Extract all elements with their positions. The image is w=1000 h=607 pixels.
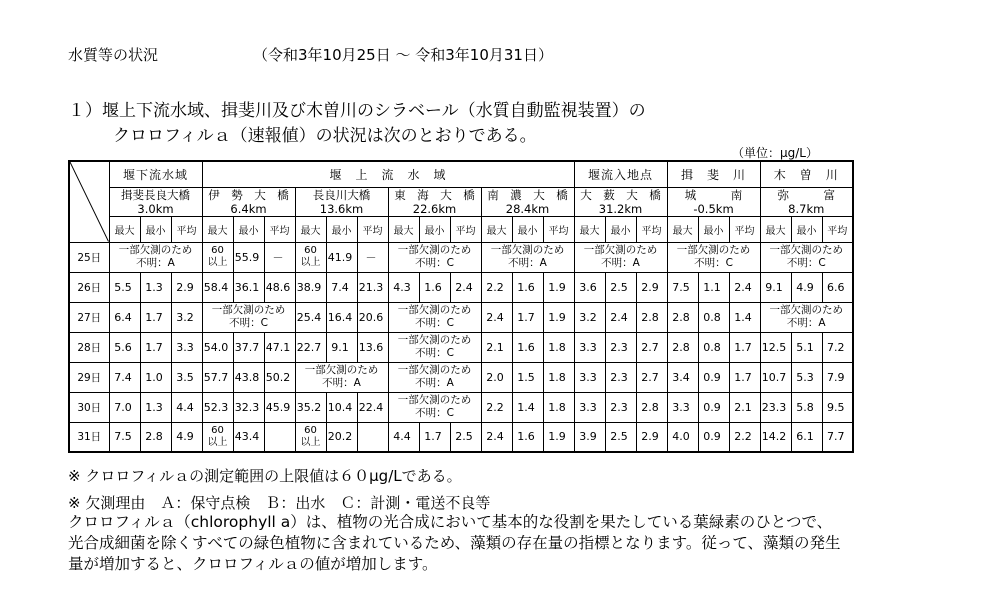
stat-avg: 平均 [450, 216, 481, 242]
value-cell [357, 422, 388, 452]
value-cell: 7.7 [822, 422, 853, 452]
stat-avg: 平均 [822, 216, 853, 242]
value-cell: 1.7 [512, 302, 543, 332]
value-cell: 3.4 [667, 362, 698, 392]
value-cell: 54.0 [202, 332, 233, 362]
over-limit-suffix: 以上 [300, 257, 321, 268]
group-downstream: 堰下流水域 [109, 161, 202, 187]
missing-text: 一部欠測のため [397, 394, 472, 406]
stat-max: 最大 [109, 216, 140, 242]
site-header [481, 187, 574, 216]
value-cell: 10.7 [760, 362, 791, 392]
over-limit-value: 60 [304, 424, 317, 436]
site-km: 13.6km [319, 201, 364, 216]
note-missing-reasons: ※ 欠測理由 Ａ：保守点検 Ｂ：出水 Ｃ：計測・電送不良等 [68, 494, 491, 512]
value-cell: 32.3 [233, 392, 264, 422]
site-header [109, 187, 202, 216]
missing-reason: 不明：A [508, 257, 547, 269]
value-cell: 2.2 [729, 422, 760, 452]
value-cell: 3.3 [171, 332, 202, 362]
site-name: 伊 勢 大 橋 [208, 187, 289, 202]
site-km: 3.0km [137, 201, 174, 216]
missing-reason: 不明：C [229, 317, 268, 329]
over-limit-cell [295, 422, 326, 452]
missing-cell [109, 242, 202, 272]
table-row [69, 302, 853, 332]
site-name: 東 海 大 橋 [394, 187, 475, 202]
unit-label: （単位：μg/L） [732, 146, 818, 160]
day-label: 28日 [69, 332, 109, 362]
value-cell: 14.2 [760, 422, 791, 452]
value-cell: 12.5 [760, 332, 791, 362]
site-km: 8.7km [788, 201, 825, 216]
over-limit-suffix: 以上 [207, 257, 228, 268]
value-cell: 2.9 [636, 422, 667, 452]
stat-avg: 平均 [171, 216, 202, 242]
missing-text: 一部欠測のため [397, 304, 472, 316]
stat-avg: 平均 [357, 216, 388, 242]
missing-cell [760, 302, 853, 332]
missing-text: 一部欠測のため [397, 364, 472, 376]
diagonal-line [70, 162, 109, 242]
site-km: 22.6km [412, 201, 457, 216]
value-cell: 3.2 [171, 302, 202, 332]
missing-reason: 不明：C [415, 317, 454, 329]
value-cell: 3.5 [171, 362, 202, 392]
value-cell: 36.1 [233, 272, 264, 302]
stat-min: 最小 [233, 216, 264, 242]
over-limit-suffix: 以上 [207, 436, 228, 448]
over-limit-value: 60 [211, 245, 224, 256]
missing-text: 一部欠測のため [583, 244, 658, 256]
table-row [69, 242, 853, 272]
value-cell: 1.9 [543, 422, 574, 452]
chlorophyll-table [68, 160, 854, 453]
value-cell: 7.0 [109, 392, 140, 422]
value-cell: 9.5 [822, 392, 853, 422]
value-cell: 2.4 [481, 302, 512, 332]
value-cell: 13.6 [357, 332, 388, 362]
missing-cell [481, 242, 574, 272]
stat-min: 最小 [326, 216, 357, 242]
value-cell: 3.3 [574, 362, 605, 392]
value-cell: 3.2 [574, 302, 605, 332]
missing-reason: 不明：C [694, 257, 733, 269]
missing-cell [388, 362, 481, 392]
value-cell: 6.1 [791, 422, 822, 452]
value-cell: 2.7 [636, 332, 667, 362]
value-cell: 2.3 [605, 332, 636, 362]
value-cell: 9.1 [760, 272, 791, 302]
site-km: 31.2km [598, 201, 643, 216]
value-cell: 16.4 [326, 302, 357, 332]
value-cell: 2.8 [636, 392, 667, 422]
missing-reason: 不明：A [415, 377, 454, 389]
value-cell: － [357, 242, 388, 272]
value-cell: 10.4 [326, 392, 357, 422]
day-label: 25日 [69, 242, 109, 272]
value-cell: 2.1 [729, 392, 760, 422]
value-cell: 7.5 [109, 422, 140, 452]
value-cell [264, 422, 295, 452]
over-limit-suffix: 以上 [300, 436, 321, 448]
missing-cell [388, 302, 481, 332]
stat-max: 最大 [667, 216, 698, 242]
value-cell: 3.3 [574, 392, 605, 422]
over-limit-cell [295, 242, 326, 272]
missing-reason: 不明：A [322, 377, 361, 389]
value-cell: 43.4 [233, 422, 264, 452]
value-cell: 48.6 [264, 272, 295, 302]
table-row [69, 392, 853, 422]
value-cell: 1.6 [512, 272, 543, 302]
value-cell: 1.6 [512, 422, 543, 452]
group-ibi: 揖 斐 川 [667, 161, 760, 187]
value-cell: 45.9 [264, 392, 295, 422]
missing-reason: 不明：A [786, 317, 826, 329]
over-limit-cell [202, 422, 233, 452]
missing-cell [388, 332, 481, 362]
value-cell: 5.3 [791, 362, 822, 392]
missing-reason: 不明：C [415, 347, 454, 359]
site-header [388, 187, 481, 216]
section-heading-line2: クロロフィルａ（速報値）の状況は次のとおりである。 [113, 126, 537, 146]
value-cell: － [264, 242, 295, 272]
site-header [202, 187, 295, 216]
value-cell: 20.6 [357, 302, 388, 332]
description-paragraph: クロロフィルａ（chlorophyll a）は、植物の光合成において基本的な役割を果たしている葉緑素のひとつで、光合成細菌を除くすべての緑色植物に含まれているため、藻類の存在量の指標となります。従って、藻類の発生量が増加すると、クロロフィルａの値が増加します。 [68, 513, 841, 573]
value-cell: 2.2 [481, 272, 512, 302]
section-heading-line1: １）堰上下流水域、揖斐川及び木曽川のシラベール（水質自動監視装置）の [68, 101, 646, 121]
value-cell: 5.5 [109, 272, 140, 302]
missing-reason: 不明：C [415, 257, 454, 269]
value-cell: 57.7 [202, 362, 233, 392]
value-cell: 1.5 [512, 362, 543, 392]
site-name: 南 濃 大 橋 [487, 187, 568, 202]
table-row [69, 422, 853, 452]
site-name: 大 薮 大 橋 [580, 187, 661, 202]
stat-avg: 平均 [636, 216, 667, 242]
missing-reason: 不明：C [786, 257, 826, 269]
value-cell: 1.7 [419, 422, 450, 452]
value-cell: 0.8 [698, 332, 729, 362]
value-cell: 2.8 [667, 332, 698, 362]
stat-max: 最大 [202, 216, 233, 242]
value-cell: 2.4 [481, 422, 512, 452]
value-cell: 6.6 [822, 272, 853, 302]
value-cell: 2.8 [636, 302, 667, 332]
value-cell: 5.8 [791, 392, 822, 422]
value-cell: 2.3 [605, 392, 636, 422]
value-cell: 20.2 [326, 422, 357, 452]
value-cell: 1.6 [419, 272, 450, 302]
value-cell: 7.9 [822, 362, 853, 392]
value-cell: 2.8 [667, 302, 698, 332]
missing-text: 一部欠測のため [304, 364, 379, 376]
site-name: 長良川大橋 [312, 187, 371, 202]
value-cell: 6.4 [109, 302, 140, 332]
page-title: 水質等の状況 [68, 46, 159, 64]
value-cell: 1.8 [543, 362, 574, 392]
stat-avg: 平均 [729, 216, 760, 242]
missing-cell [202, 302, 295, 332]
stat-header-row [69, 216, 853, 242]
value-cell: 2.5 [605, 422, 636, 452]
missing-text: 一部欠測のため [397, 244, 472, 256]
stat-max: 最大 [295, 216, 326, 242]
missing-text: 一部欠測のため [769, 244, 843, 256]
missing-text: 一部欠測のため [397, 334, 472, 346]
day-label: 26日 [69, 272, 109, 302]
site-header [295, 187, 388, 216]
missing-cell [295, 362, 388, 392]
day-label: 27日 [69, 302, 109, 332]
day-label: 30日 [69, 392, 109, 422]
value-cell: 1.4 [729, 302, 760, 332]
value-cell: 1.1 [698, 272, 729, 302]
value-cell: 1.8 [543, 332, 574, 362]
value-cell: 2.4 [729, 272, 760, 302]
missing-cell [667, 242, 760, 272]
value-cell: 0.9 [698, 362, 729, 392]
missing-reason: 不明：A [136, 257, 175, 269]
stat-max: 最大 [388, 216, 419, 242]
stat-max: 最大 [481, 216, 512, 242]
value-cell: 58.4 [202, 272, 233, 302]
site-km: -0.5km [693, 201, 734, 216]
over-limit-value: 60 [304, 245, 317, 256]
value-cell: 9.1 [326, 332, 357, 362]
value-cell: 2.1 [481, 332, 512, 362]
period-label: （令和3年10月25日 ～ 令和3年10月31日） [253, 46, 553, 64]
table-corner [69, 161, 109, 242]
value-cell: 1.7 [729, 332, 760, 362]
value-cell: 0.8 [698, 302, 729, 332]
table-row [69, 362, 853, 392]
over-limit-value: 60 [211, 424, 224, 436]
missing-text: 一部欠測のため [676, 244, 751, 256]
value-cell: 1.9 [543, 302, 574, 332]
value-cell: 1.3 [140, 272, 171, 302]
value-cell: 1.3 [140, 392, 171, 422]
value-cell: 1.6 [512, 332, 543, 362]
stat-min: 最小 [791, 216, 822, 242]
table-row [69, 272, 853, 302]
value-cell: 1.7 [140, 302, 171, 332]
missing-text: 一部欠測のため [769, 304, 843, 316]
value-cell: 4.4 [388, 422, 419, 452]
value-cell: 22.7 [295, 332, 326, 362]
site-header [667, 187, 760, 216]
value-cell: 22.4 [357, 392, 388, 422]
missing-cell [760, 242, 853, 272]
value-cell: 0.9 [698, 392, 729, 422]
value-cell: 3.3 [574, 332, 605, 362]
stat-min: 最小 [140, 216, 171, 242]
stat-min: 最小 [605, 216, 636, 242]
value-cell: 0.9 [698, 422, 729, 452]
value-cell: 2.0 [481, 362, 512, 392]
value-cell: 25.4 [295, 302, 326, 332]
value-cell: 3.3 [667, 392, 698, 422]
day-label: 29日 [69, 362, 109, 392]
value-cell: 43.8 [233, 362, 264, 392]
stat-max: 最大 [760, 216, 791, 242]
value-cell: 2.4 [450, 272, 481, 302]
group-inflow: 堰流入地点 [574, 161, 667, 187]
site-header [760, 187, 853, 216]
value-cell: 41.9 [326, 242, 357, 272]
value-cell: 4.4 [171, 392, 202, 422]
value-cell: 7.2 [822, 332, 853, 362]
site-km: 6.4km [230, 201, 267, 216]
value-cell: 4.9 [171, 422, 202, 452]
value-cell: 38.9 [295, 272, 326, 302]
missing-reason: 不明：C [415, 407, 454, 419]
stat-avg: 平均 [543, 216, 574, 242]
over-limit-cell [202, 242, 233, 272]
site-name: 城 南 [684, 187, 743, 202]
missing-text: 一部欠測のため [211, 304, 286, 316]
value-cell: 37.7 [233, 332, 264, 362]
note-measurement-limit: ※ クロロフィルａの測定範囲の上限値は６０μg/Lである。 [68, 467, 462, 485]
stat-max: 最大 [574, 216, 605, 242]
value-cell: 2.8 [140, 422, 171, 452]
value-cell: 2.9 [171, 272, 202, 302]
value-cell: 4.9 [791, 272, 822, 302]
group-upstream: 堰 上 流 水 域 [202, 161, 574, 187]
missing-cell [388, 392, 481, 422]
stat-min: 最小 [419, 216, 450, 242]
missing-cell [388, 242, 481, 272]
value-cell: 47.1 [264, 332, 295, 362]
value-cell: 55.9 [233, 242, 264, 272]
value-cell: 2.3 [605, 362, 636, 392]
value-cell: 1.9 [543, 272, 574, 302]
missing-cell [574, 242, 667, 272]
value-cell: 5.6 [109, 332, 140, 362]
stat-min: 最小 [512, 216, 543, 242]
value-cell: 7.4 [326, 272, 357, 302]
value-cell: 5.1 [791, 332, 822, 362]
value-cell: 23.3 [760, 392, 791, 422]
value-cell: 7.5 [667, 272, 698, 302]
table-row [69, 332, 853, 362]
site-name: 弥 富 [777, 187, 835, 202]
value-cell: 2.5 [450, 422, 481, 452]
stat-min: 最小 [698, 216, 729, 242]
value-cell: 1.0 [140, 362, 171, 392]
value-cell: 2.4 [605, 302, 636, 332]
day-label: 31日 [69, 422, 109, 452]
missing-reason: 不明：A [601, 257, 640, 269]
value-cell: 2.2 [481, 392, 512, 422]
value-cell: 2.7 [636, 362, 667, 392]
site-km: 28.4km [505, 201, 550, 216]
value-cell: 1.4 [512, 392, 543, 422]
value-cell: 21.3 [357, 272, 388, 302]
stat-avg: 平均 [264, 216, 295, 242]
value-cell: 1.7 [729, 362, 760, 392]
value-cell: 2.5 [605, 272, 636, 302]
site-header [574, 187, 667, 216]
missing-text: 一部欠測のため [490, 244, 565, 256]
value-cell: 52.3 [202, 392, 233, 422]
value-cell: 2.9 [636, 272, 667, 302]
value-cell: 1.7 [140, 332, 171, 362]
group-kiso: 木 曽 川 [760, 161, 853, 187]
value-cell: 50.2 [264, 362, 295, 392]
value-cell: 1.8 [543, 392, 574, 422]
value-cell: 7.4 [109, 362, 140, 392]
value-cell: 3.9 [574, 422, 605, 452]
value-cell: 4.3 [388, 272, 419, 302]
value-cell: 4.0 [667, 422, 698, 452]
site-name: 揖斐長良大橋 [121, 187, 190, 202]
value-cell: 35.2 [295, 392, 326, 422]
value-cell: 3.6 [574, 272, 605, 302]
missing-text: 一部欠測のため [118, 244, 193, 256]
